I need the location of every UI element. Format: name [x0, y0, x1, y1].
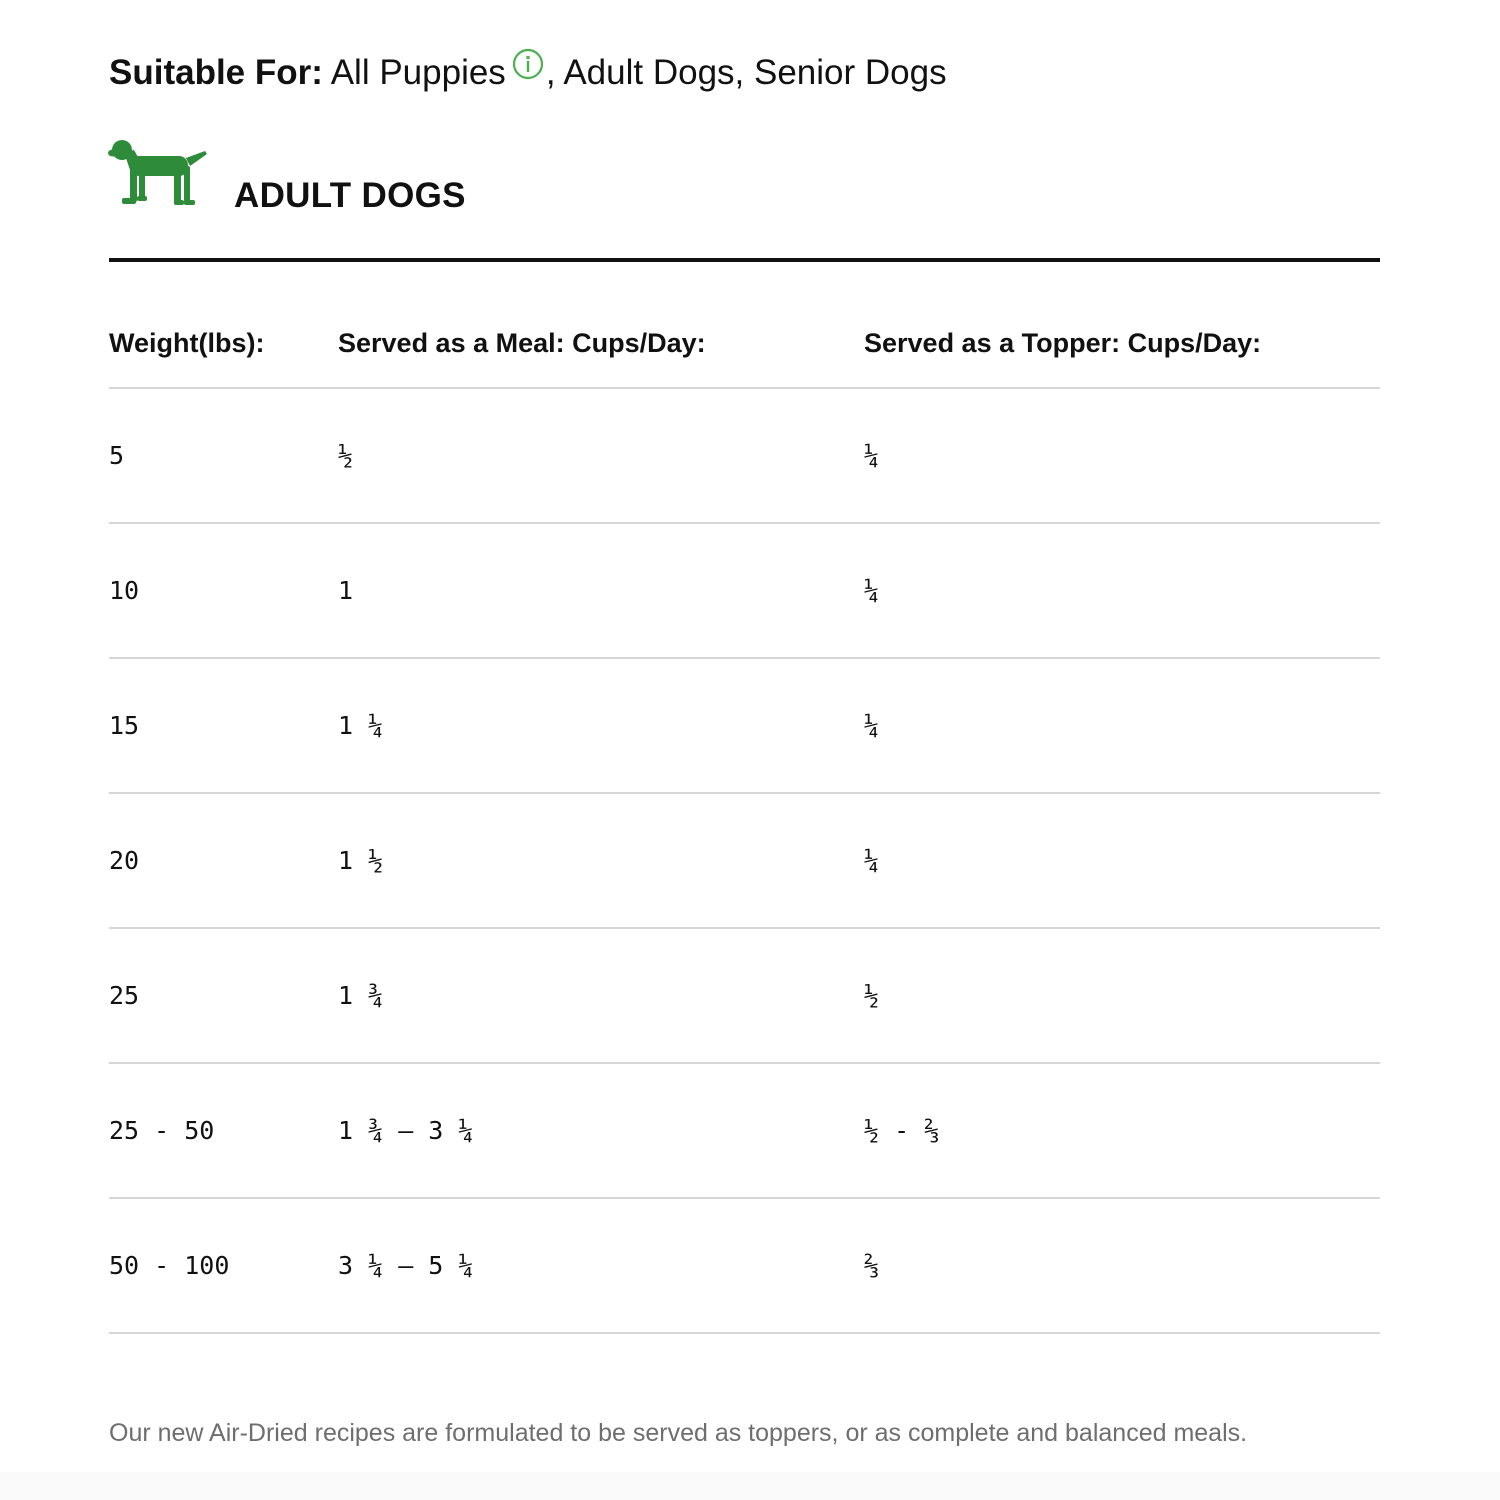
- cell-meal: 1 ½: [338, 846, 384, 875]
- cell-topper: ½ - ⅔: [864, 1116, 940, 1145]
- cell-topper: ½: [864, 981, 880, 1010]
- table-row: [109, 794, 1380, 929]
- dog-icon: [108, 138, 208, 212]
- suitable-other-stages: , Adult Dogs, Senior Dogs: [545, 53, 947, 92]
- page-bottom-band: [0, 1472, 1500, 1500]
- header-meal: Served as a Meal: Cups/Day:: [338, 328, 706, 358]
- cell-meal: ½: [338, 441, 354, 470]
- cell-topper: ¼: [864, 711, 880, 740]
- cell-topper: ¼: [864, 441, 880, 470]
- table-row: [109, 1199, 1380, 1334]
- section-title: ADULT DOGS: [234, 176, 466, 215]
- cell-weight: 5: [109, 441, 125, 470]
- suitable-for-line: [109, 44, 947, 98]
- title-divider: [109, 258, 1380, 262]
- table-row: [109, 659, 1380, 794]
- header-weight: Weight(lbs):: [109, 328, 265, 358]
- info-circle-icon[interactable]: [512, 44, 544, 94]
- cell-topper: ⅔: [864, 1251, 880, 1280]
- suitable-for-label: Suitable For:: [109, 53, 323, 92]
- cell-topper: ¼: [864, 846, 880, 875]
- header-topper: Served as a Topper: Cups/Day:: [864, 328, 1262, 358]
- table-header-row: [109, 300, 1380, 389]
- footnote-text: Our new Air-Dried recipes are formulated to be served as toppers, or as complete and balanced meals.: [109, 1419, 1248, 1447]
- table-row: [109, 1064, 1380, 1199]
- cell-meal: 1 ¼: [338, 711, 384, 740]
- cell-meal: 3 ¼ – 5 ¼: [338, 1251, 474, 1280]
- suitable-all-puppies: All Puppies: [330, 53, 506, 92]
- cell-meal: 1 ¾ – 3 ¼: [338, 1116, 474, 1145]
- cell-topper: ¼: [864, 576, 880, 605]
- table-row: [109, 929, 1380, 1064]
- cell-weight: 25 - 50: [109, 1116, 215, 1145]
- cell-weight: 50 - 100: [109, 1251, 230, 1280]
- cell-meal: 1: [338, 576, 354, 605]
- cell-weight: 15: [109, 711, 140, 740]
- cell-weight: 25: [109, 981, 140, 1010]
- table-row: [109, 524, 1380, 659]
- cell-weight: 20: [109, 846, 140, 875]
- cell-weight: 10: [109, 576, 140, 605]
- table-row: [109, 389, 1380, 524]
- feeding-table: [109, 300, 1380, 1334]
- cell-meal: 1 ¾: [338, 981, 384, 1010]
